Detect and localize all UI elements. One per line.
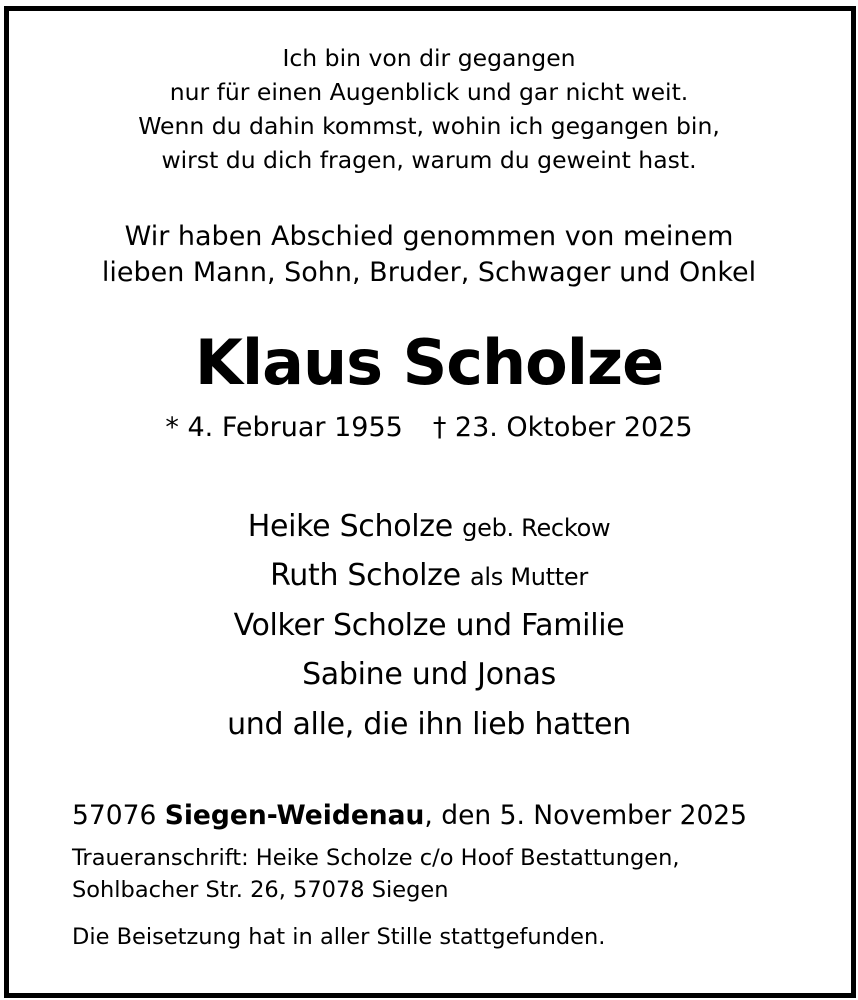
poem-line-1: Ich bin von dir gegangen	[282, 44, 576, 72]
mourner-2	[0, 551, 858, 602]
address-line-2: Sohlbacher Str. 26, 57078 Siegen	[72, 877, 449, 903]
intro-line-2: lieben Mann, Sohn, Bruder, Schwager und Onkel	[101, 257, 757, 288]
death-date: † 23. Oktober 2025	[432, 412, 693, 443]
place-and-date	[72, 799, 747, 833]
mourner-1-name: Heike Scholze	[247, 509, 453, 544]
place-zip: 57076	[72, 800, 157, 831]
birth-date: * 4. Februar 1955	[165, 412, 403, 443]
mourner-2-name: Ruth Scholze	[270, 558, 461, 593]
address-line-1: Traueranschrift: Heike Scholze c/o Hoof Bestattungen,	[72, 845, 680, 871]
life-dates	[0, 411, 858, 445]
poem-line-3: Wenn du dahin kommst, wohin ich gegangen bin,	[138, 112, 720, 140]
mourner-4: Sabine und Jonas	[302, 657, 556, 692]
poem-line-4: wirst du dich fragen, warum du geweint hast.	[161, 146, 697, 174]
closing-note: Die Beisetzung hat in aller Stille stattgefunden.	[72, 924, 606, 950]
poem-line-2: nur für einen Augenblick und gar nicht weit.	[169, 78, 689, 106]
deceased-name: Klaus Scholze	[194, 326, 664, 399]
mourner-1-note: geb. Reckow	[462, 514, 611, 542]
mourner-1	[0, 502, 858, 553]
place-town: Siegen-Weidenau	[164, 800, 425, 831]
mourner-3: Volker Scholze und Familie	[233, 608, 625, 643]
place-date: , den 5. November 2025	[424, 800, 748, 831]
mourner-5: und alle, die ihn lieb hatten	[227, 707, 631, 742]
intro-line-1: Wir haben Abschied genommen von meinem	[124, 221, 734, 252]
mourner-2-note: als Mutter	[470, 563, 588, 591]
